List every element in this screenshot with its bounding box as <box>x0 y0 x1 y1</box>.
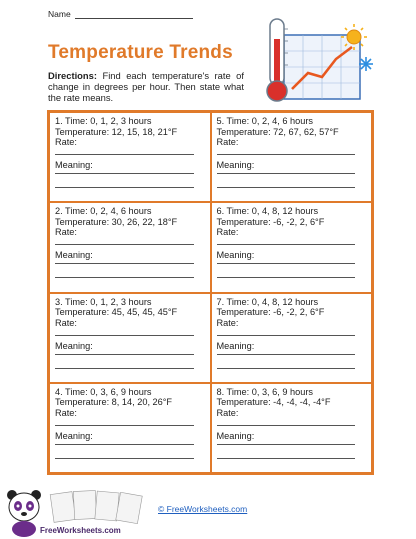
rate-label: Rate: <box>216 317 239 328</box>
meaning-label: Meaning: <box>216 250 255 261</box>
meaning-answer-line[interactable] <box>217 187 356 188</box>
meaning-answer-line[interactable] <box>55 173 194 174</box>
meaning-answer-line[interactable] <box>55 444 194 445</box>
rate-answer-line[interactable] <box>217 244 356 245</box>
problem-time: 3. Time: 0, 1, 2, 3 hours <box>55 296 152 307</box>
rate-answer-line[interactable] <box>55 425 194 426</box>
meaning-answer-line[interactable] <box>55 354 194 355</box>
rate-answer-line[interactable] <box>55 244 194 245</box>
problem-cell <box>49 383 211 473</box>
rate-answer-line[interactable] <box>55 154 194 155</box>
page-title: Temperature Trends <box>48 42 233 63</box>
problem-temperature: Temperature: -4, -4, -4, -4°F <box>216 397 331 408</box>
meaning-label: Meaning: <box>55 430 93 441</box>
meaning-label: Meaning: <box>55 160 93 170</box>
problem-time: 8. Time: 0, 3, 6, 9 hours <box>216 386 314 397</box>
problem-time: 5. Time: 0, 2, 4, 6 hours <box>216 116 314 126</box>
meaning-answer-line[interactable] <box>217 354 356 355</box>
problem-time: 2. Time: 0, 2, 4, 6 hours <box>55 206 152 217</box>
rate-label: Rate: <box>55 137 77 148</box>
rate-label: Rate: <box>216 407 239 418</box>
problem-temperature: Temperature: 72, 67, 62, 57°F <box>216 126 339 137</box>
rate-answer-line[interactable] <box>217 154 356 155</box>
name-field[interactable] <box>75 10 193 19</box>
directions-label: Directions: <box>48 70 97 81</box>
problem-cell <box>49 293 211 383</box>
problem-temperature: Temperature: 30, 26, 22, 18°F <box>55 216 178 227</box>
directions-text: Find each temperature's rate of change in degrees per hour. Then state what the rate means. <box>48 70 244 104</box>
name-row <box>48 9 193 19</box>
problem-cell <box>211 112 373 202</box>
rate-answer-line[interactable] <box>55 335 194 336</box>
problem-cell <box>49 202 211 292</box>
footer-link[interactable]: © FreeWorksheets.com <box>158 504 248 514</box>
problem-cell <box>211 383 373 473</box>
rate-answer-line[interactable] <box>217 335 356 336</box>
problem-cell <box>211 293 373 383</box>
meaning-answer-line[interactable] <box>55 368 194 369</box>
rate-label: Rate: <box>55 407 77 418</box>
problem-time: 1. Time: 0, 1, 2, 3 hours <box>55 116 152 126</box>
meaning-label: Meaning: <box>55 250 93 261</box>
problem-cell <box>211 202 373 292</box>
meaning-answer-line[interactable] <box>55 277 194 278</box>
problem-temperature: Temperature: 8, 14, 20, 26°F <box>55 397 173 408</box>
meaning-label: Meaning: <box>55 340 93 351</box>
meaning-answer-line[interactable] <box>217 173 356 174</box>
problem-time: 4. Time: 0, 3, 6, 9 hours <box>55 386 152 397</box>
meaning-label: Meaning: <box>216 340 255 351</box>
meaning-answer-line[interactable] <box>217 368 356 369</box>
meaning-answer-line[interactable] <box>217 277 356 278</box>
footer-logo-text: FreeWorksheets.com <box>40 526 121 535</box>
rate-label: Rate: <box>216 137 239 148</box>
meaning-answer-line[interactable] <box>55 187 194 188</box>
name-label: Name <box>48 9 71 19</box>
meaning-answer-line[interactable] <box>217 458 356 459</box>
problem-time: 6. Time: 0, 4, 8, 12 hours <box>216 206 319 217</box>
problem-grid <box>47 110 374 475</box>
problem-time: 7. Time: 0, 4, 8, 12 hours <box>216 296 319 307</box>
meaning-answer-line[interactable] <box>55 458 194 459</box>
snowflake-icon <box>359 57 373 71</box>
meaning-answer-line[interactable] <box>55 263 194 264</box>
thermometer-graph-icon <box>262 13 380 103</box>
problem-temperature: Temperature: 12, 15, 18, 21°F <box>55 126 178 137</box>
meaning-answer-line[interactable] <box>217 444 356 445</box>
meaning-label: Meaning: <box>216 430 255 441</box>
problem-cell <box>49 112 211 202</box>
rate-answer-line[interactable] <box>217 425 356 426</box>
meaning-answer-line[interactable] <box>217 263 356 264</box>
problem-temperature: Temperature: 45, 45, 45, 45°F <box>55 307 178 318</box>
problem-temperature: Temperature: -6, -2, 2, 6°F <box>216 307 325 318</box>
rate-label: Rate: <box>55 317 77 328</box>
problem-temperature: Temperature: -6, -2, 2, 6°F <box>216 216 325 227</box>
directions <box>48 70 244 104</box>
rate-label: Rate: <box>216 227 239 238</box>
rate-label: Rate: <box>55 227 77 238</box>
meaning-label: Meaning: <box>216 160 255 170</box>
